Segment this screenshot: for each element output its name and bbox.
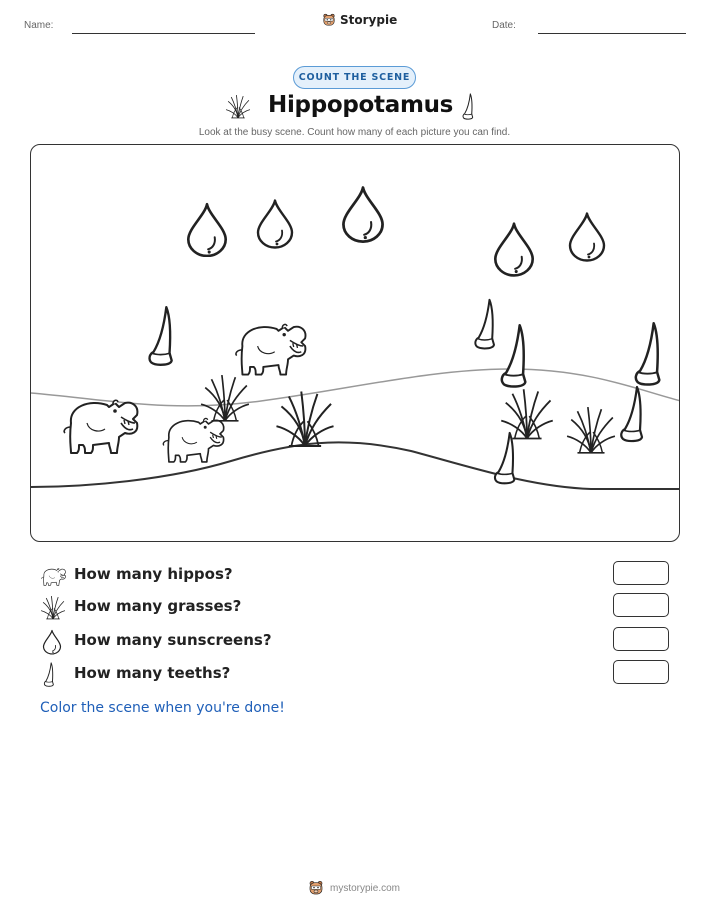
scene-artwork bbox=[31, 145, 680, 542]
date-label: Date: bbox=[492, 20, 516, 31]
brand-name: Storypie bbox=[340, 13, 398, 27]
tooth-icon bbox=[475, 300, 494, 349]
tooth-icon bbox=[621, 387, 642, 441]
sunscreen-drop-icon bbox=[570, 214, 604, 261]
answer-box-sunscreens[interactable] bbox=[613, 627, 669, 651]
question-text: How many hippos? bbox=[74, 565, 233, 583]
footer bbox=[308, 880, 400, 896]
date-line[interactable] bbox=[538, 33, 686, 34]
grass-icon bbox=[40, 595, 66, 621]
back-hill-line bbox=[31, 369, 680, 406]
sunscreen-drop-icon bbox=[42, 629, 62, 655]
answer-box-grasses[interactable] bbox=[613, 593, 669, 617]
sunscreen-drop-icon bbox=[343, 188, 382, 242]
question-sunscreens bbox=[40, 627, 670, 655]
hippo-icon bbox=[236, 324, 305, 374]
busy-scene bbox=[30, 144, 680, 542]
hippo-icon bbox=[64, 400, 137, 453]
tooth-icon bbox=[502, 325, 526, 386]
grass-icon bbox=[501, 389, 553, 438]
sunscreen-drop-icon bbox=[258, 201, 292, 248]
bear-icon bbox=[308, 880, 324, 896]
hippo-icon bbox=[40, 563, 66, 589]
tooth-icon bbox=[495, 433, 514, 483]
bear-icon bbox=[322, 13, 336, 27]
count-the-scene-badge: COUNT THE SCENE bbox=[293, 66, 416, 89]
hippo-icon bbox=[163, 418, 223, 462]
tooth-icon bbox=[461, 93, 475, 121]
answer-box-hippos[interactable] bbox=[613, 561, 669, 585]
instructions: Look at the busy scene. Count how many of each picture you can find. bbox=[198, 127, 511, 138]
name-line[interactable] bbox=[72, 33, 255, 34]
grass-icon bbox=[567, 407, 615, 453]
name-label: Name: bbox=[24, 20, 54, 31]
grass-icon bbox=[276, 391, 333, 446]
tooth-icon bbox=[150, 307, 172, 365]
question-text: How many grasses? bbox=[74, 597, 242, 615]
tooth-icon bbox=[636, 323, 660, 384]
answer-box-teeth[interactable] bbox=[613, 660, 669, 684]
question-grasses bbox=[40, 593, 670, 621]
question-text: How many teeths? bbox=[74, 664, 231, 682]
grass-icon bbox=[225, 94, 251, 120]
question-teeth bbox=[40, 660, 670, 688]
front-hill-line bbox=[31, 442, 680, 489]
question-text: How many sunscreens? bbox=[74, 631, 272, 649]
question-hippos bbox=[40, 561, 670, 589]
sunscreen-drop-icon bbox=[495, 224, 532, 276]
footer-url[interactable]: mystorypie.com bbox=[330, 882, 401, 894]
page-title: Hippopotamus bbox=[268, 92, 454, 118]
grass-icon bbox=[201, 375, 249, 421]
sunscreen-drop-icon bbox=[188, 204, 225, 256]
title-row bbox=[0, 92, 709, 124]
storypie-logo bbox=[322, 13, 397, 27]
tooth-icon bbox=[42, 662, 56, 688]
color-note: Color the scene when you're done! bbox=[40, 700, 285, 716]
